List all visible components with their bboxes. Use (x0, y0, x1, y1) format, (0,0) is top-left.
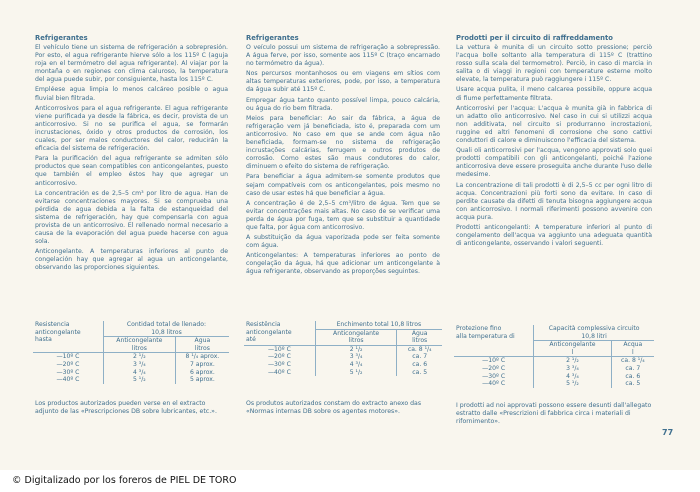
footer-credit: © Digitalizado por los foreros de PIEL DE TORO (12, 475, 237, 486)
table-header-antifreeze: Anticongelante l (534, 341, 611, 357)
column-italian (456, 34, 652, 250)
paragraph: Nos percursos montanhosos ou em viagens em sítios com altas temperaturas exteriores, pode, por isso, a temperatura da água subir até 115º C. (246, 70, 440, 94)
section-title: Prodotti per il circuito di raffreddamento (456, 34, 613, 42)
paragraph: Anticorrosivi per l'acqua: L'acqua è munita già in fabbrica di un adatto olio anticorrosivo. Nel caso in cui si utilizzi acqua non additivata, nel circuito si produrranno incrostazioni, ruggine ed altri fenomeni di corrosione che sono cattivi conduttori di calore e diminuiscono l'efficacia del sistema. (456, 104, 652, 145)
table-row: —30º C 4 ³/₄ 6 aprox. (33, 369, 229, 377)
table-row: —30º C 4 ³/₄ ca. 6 (454, 373, 654, 381)
section-title: Refrigerantes (35, 34, 88, 42)
column-spanish (35, 34, 228, 275)
paragraph: Meios para beneficiar: Ao sair da fábrica, a água de refrigeração vem já beneficiada, isto é, preparada com um anticorrosivo. No caso em que se ande com água não beneficiada, formam-se no sistema de refrigeração incrustações calcárias, ferrugem e outros produtos de corrosão. Como estes são maus condutores do calor, diminuem o efeito do sistema de refrigeração. (246, 114, 440, 171)
table-row: —40º C 5 ¹/₂ ca. 5 (454, 380, 654, 388)
table-header-capacity: Capacità complessiva circuito 10,8 litri (534, 325, 654, 341)
antifreeze-table-italian (454, 325, 654, 388)
table-header-resistance: Resistência anticongelante até (244, 321, 315, 345)
paragraph: Anticongelante. A temperaturas inferiores al punto de congelación hay que agregar al agua un anticongelante, observando las proporciones siguientes. (35, 248, 228, 272)
table-row: —40º C 5 ¹/₂ ca. 5 (244, 369, 442, 377)
paragraph: Empléese agua limpia lo menos calcáreo posible o agua fluvial bien filtrada. (35, 86, 228, 102)
table-row: —10º C 2 ¹/₂ ca. 8 ¹/₄ (244, 345, 442, 353)
paragraph: O veículo possui um sistema de refrigeração a sobrepressão. A água ferve, por isso, somente aos 115º C (traço encarnado no termómetro da água). (246, 44, 440, 68)
table-header-water: Agua litros (175, 337, 229, 353)
antifreeze-table-portuguese (244, 321, 442, 376)
table-header-capacity: Contidad total de llenado: 10,8 litros (103, 321, 229, 337)
paragraph: Anticongelantes: A temperaturas inferiores ao ponto de congelação da água, há que adicionar um anticongelante à água refrigerante, observando as proporções seguintes. (246, 252, 440, 276)
page-number: 77 (662, 428, 674, 437)
table-header-water: Água litros (397, 329, 442, 345)
footnote: Os produtos autorizados constam do extracto anexo das «Normas internas DB sobre os agentes motores». (246, 400, 422, 416)
table-row: —10º C 2 ¹/₂ 8 ¹/₄ aprox. (33, 353, 229, 361)
paragraph: El vehículo tiene un sistema de refrigeración a sobrepresión. Por esto, el agua refrigerante hierve sólo a los 115º C (aguja roja en el termómetro del agua refrigerante). Al viajar por la montaña o en regiones con clima caluroso, la temperatura del agua puede subir, por consiguiente, hasta los 115º C. (35, 44, 228, 84)
paragraph: Anticorrosivos para el agua refrigerante. El agua refrigerante viene purificada ya desde la fábrica, es decir, provista de un anticorrosivo. Si no se purifica el agua, se formarán incrustaciones, óxido y otros productos de corrosión, los cuales, por ser malos conductores del calor, reducirán la eficacia del sistema de refrigeración. (35, 104, 228, 153)
antifreeze-table-spanish (33, 321, 229, 384)
footnote: Los productos autorizados pueden verse en el extracto adjunto de las «Prescripciones DB sobre lubricantes, etc.». (35, 400, 217, 416)
paragraph: Para beneficiar a água admitem-se somente produtos que sejam compatíveis com os anticongelantes, pois mesmo no caso de usar estes há que beneficiar a água. (246, 173, 440, 197)
table-row: —20º C 3 ³/₄ ca. 7 (454, 365, 654, 373)
table-row: —10º C 2 ¹/₂ ca. 8 ¹/₄ (454, 357, 654, 365)
table-header-resistance: Protezione fino alla temperatura di (454, 325, 534, 357)
table-row: —30º C 4 ³/₄ ca. 6 (244, 361, 442, 369)
table-row: —20º C 3 ³/₄ 7 aprox. (33, 361, 229, 369)
paragraph: A substituição da água vaporizada pode ser feita somente com água. (246, 234, 440, 250)
paragraph: La vettura è munita di un circuito sotto pressione; perciò l'acqua bolle soltanto alla temperatura di 115º C (trattino rosso sulla scala del termometro). Perciò, in caso di marcia in salita o di viaggi in regioni con temperature esterne molto elevate, la temperatura può raggiungere i 115º C. (456, 44, 652, 84)
paragraph: Para la purificación del agua refrigerante se admiten sólo productos que sean compatibles con anticongelantes, puesto que también el empleo éstos hay que agregar un anticorrosivo. (35, 155, 228, 187)
section-title: Refrigerantes (246, 34, 299, 42)
table-header-antifreeze: Anticongelante litros (315, 329, 397, 345)
paragraph: La concentración es de 2,5–5 cm³ por litro de agua. Han de evitarse concentraciones mayores. Si se comprueba una pérdida de agua debida a la falta de estanqueidad del sistema de refrigeración, hay que compensarla con agua provista de un anticorrosivo. El rellenado normal necesario a causa de la evaporación del agua puede hacerse con agua sola. (35, 189, 228, 246)
paragraph: Empregar água tanto quanto possível limpa, pouco calcária, ou água do rio bem filtrada. (246, 96, 440, 112)
table-row: —40º C 5 ¹/₂ 5 aprox. (33, 376, 229, 384)
table-header-resistance: Resistencia anticongelante hasta (33, 321, 103, 353)
footnote: I prodotti ad noi approvati possono essere desunti dall'allegato estratto dalle «Prescrizioni di fabbrica circa i materiali di rifornimento». (456, 402, 652, 426)
column-portuguese (246, 34, 440, 279)
table-header-capacity: Enchimento total 10,8 litros (315, 321, 442, 329)
paragraph: Quali oli anticorrosivi per l'acqua, vengono approvati solo quei prodotti compatibili con gli anticongelanti, poiché l'azione anticorrosiva deve essere proseguita anche durante l'uso delle medesime. (456, 147, 652, 179)
table-header-antifreeze: Anticongelante litros (103, 337, 175, 353)
paragraph: A concentração é de 2,5–5 cm³/litro de água. Tem que se evitar concentrações mais altas. No caso de se verificar uma perda de água por fuga, tem que se substituir a quantidade que falta, por água com anticorrosivo. (246, 199, 440, 231)
table-header-water: Acqua l (611, 341, 654, 357)
paragraph: Usare acqua pulita, il meno calcarea possibile, oppure acqua di fiume perfettamente filtrata. (456, 86, 652, 102)
paragraph: Prodotti anticongelanti: A temperature inferiori al punto di congelamento dell'acqua va aggiunto una adeguata quantità di anticongelante, osservando i valori seguenti. (456, 223, 652, 248)
paragraph: La concentrazione di tali prodotti è di 2,5–5 cc per ogni litro di acqua. Concentrazioni più forti sono da evitare. In caso di perdite causate da difetti di tenuta bisogna aggiungere acqua con anticorrosivo. I normali riferimenti possono avvenire con acqua pura. (456, 181, 652, 221)
table-row: —20º C 3 ³/₄ ca. 7 (244, 353, 442, 361)
